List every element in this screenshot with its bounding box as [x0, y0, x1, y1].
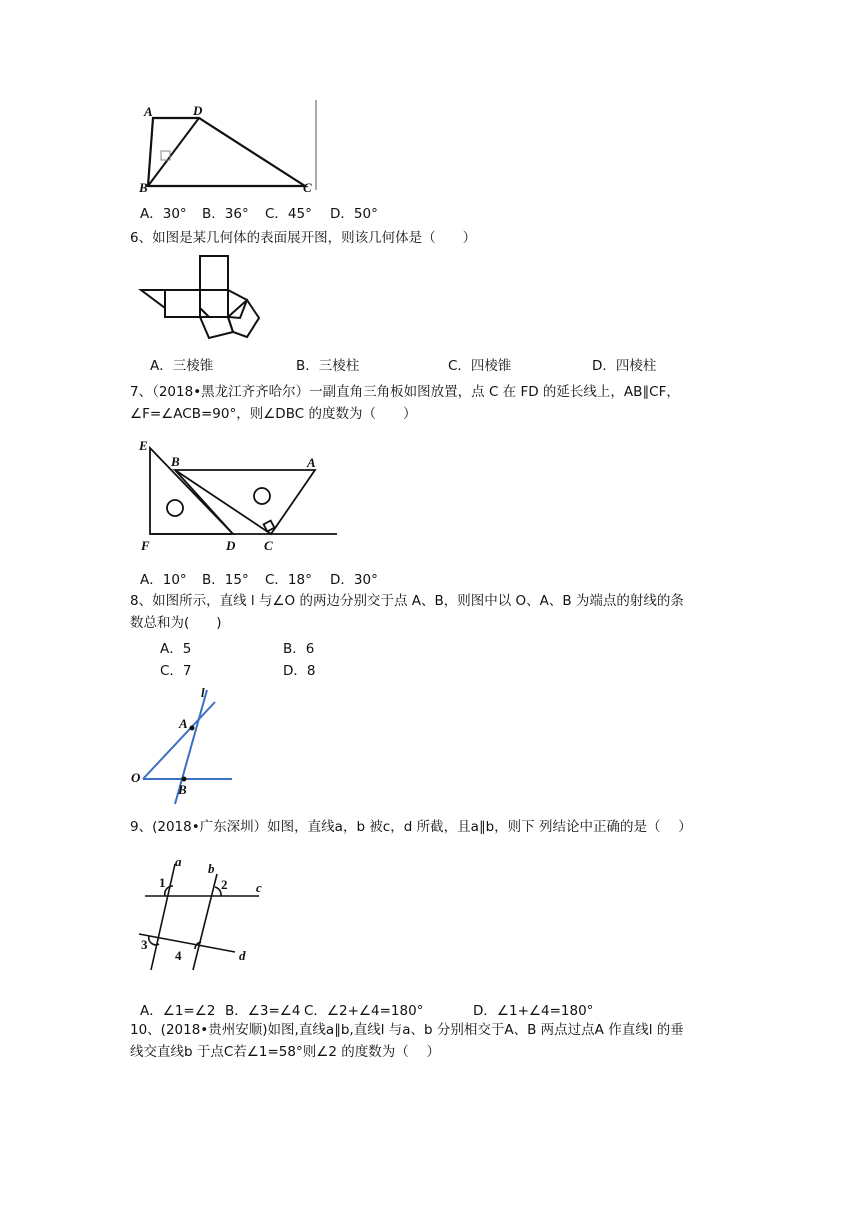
q7-label-a: A — [307, 455, 316, 470]
q5-option-b[interactable]: B．36° — [202, 206, 249, 222]
q5-label-c: C — [303, 180, 312, 195]
q9-angle-1: 1 — [159, 875, 166, 890]
q6-option-c[interactable]: C．四棱锥 — [448, 358, 512, 374]
q8-option-a[interactable]: A．5 — [160, 641, 192, 657]
q9-option-b[interactable]: B．∠3=∠4 — [225, 1003, 301, 1019]
q9-angle-3: 3 — [141, 937, 148, 952]
q7-label-c: C — [264, 538, 273, 553]
q6-option-d[interactable]: D．四棱柱 — [592, 358, 657, 374]
q7-stem-line1: 7、（2018•黑龙江齐齐哈尔）一副直角三角板如图放置，点 C 在 FD 的延长线上，AB∥CF， — [130, 384, 680, 400]
q7-label-d: D — [226, 538, 236, 553]
q8-label-o: O — [131, 770, 141, 785]
q9-option-d[interactable]: D．∠1+∠4=180° — [473, 1003, 594, 1019]
q6-net-figure — [137, 252, 287, 344]
q5-option-d[interactable]: D．50° — [330, 206, 378, 222]
q9-label-d: d — [239, 948, 246, 963]
q5-figure — [135, 98, 325, 198]
q9-label-a: a — [175, 854, 182, 869]
q8-figure — [129, 684, 234, 808]
q6-stem: 6、如图是某几何体的表面展开图，则该几何体是（ ） — [130, 230, 477, 246]
q9-stem: 9、(2018•广东深圳）如图，直线a，b 被c，d 所截，且a∥b，则下 列结论中正确的是（ ） — [130, 819, 692, 835]
q7-figure — [135, 436, 345, 554]
q5-label-b: B — [139, 180, 148, 195]
q6-option-a[interactable]: A．三棱锥 — [150, 358, 214, 374]
q7-label-e: E — [139, 438, 148, 453]
q10-stem-line1: 10、(2018•贵州安顺)如图,直线a∥b,直线l 与a、b 分别相交于A、B 两点过点A 作直线l 的垂 — [130, 1022, 684, 1038]
q9-label-b: b — [208, 861, 215, 876]
q8-stem-line2: 数总和为( ) — [130, 615, 222, 631]
q6-option-b[interactable]: B．三棱柱 — [296, 358, 360, 374]
q8-label-b: B — [178, 782, 187, 797]
q9-figure — [135, 852, 275, 972]
q9-angle-4: 4 — [175, 948, 182, 963]
q9-angle-2: 2 — [221, 877, 228, 892]
q7-stem-line2: ∠F=∠ACB=90°，则∠DBC 的度数为（ ） — [130, 406, 417, 422]
q8-option-b[interactable]: B．6 — [283, 641, 315, 657]
q7-label-b: B — [171, 454, 180, 469]
q5-label-a: A — [144, 104, 153, 119]
q5-label-d: D — [193, 103, 203, 118]
q7-option-a[interactable]: A．10° — [140, 572, 187, 588]
q7-label-f: F — [141, 538, 150, 553]
q8-stem-line1: 8、如图所示，直线 l 与∠O 的两边分别交于点 A、B，则图中以 O、A、B 为端点的射线的条 — [130, 593, 684, 609]
q9-option-a[interactable]: A．∠1=∠2 — [140, 1003, 216, 1019]
q5-option-a[interactable]: A．30° — [140, 206, 187, 222]
q7-option-b[interactable]: B．15° — [202, 572, 249, 588]
q8-label-a: A — [179, 716, 188, 731]
q8-option-c[interactable]: C．7 — [160, 663, 192, 679]
q9-option-c[interactable]: C．∠2+∠4=180° — [304, 1003, 424, 1019]
q7-option-c[interactable]: C．18° — [265, 572, 312, 588]
q5-option-c[interactable]: C．45° — [265, 206, 312, 222]
q8-label-l: l — [201, 685, 205, 700]
q8-option-d[interactable]: D．8 — [283, 663, 316, 679]
q10-stem-line2: 线交直线b 于点C若∠1=58°则∠2 的度数为（ ） — [130, 1044, 440, 1060]
q9-label-c: c — [256, 880, 262, 895]
q7-option-d[interactable]: D．30° — [330, 572, 378, 588]
